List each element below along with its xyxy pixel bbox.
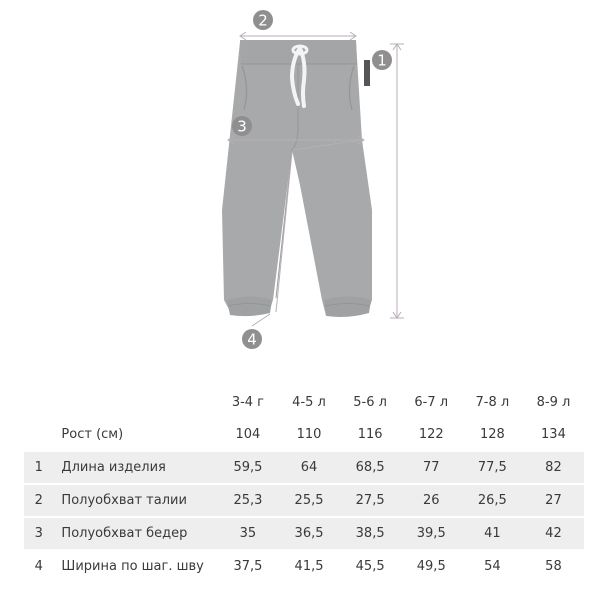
row-value: 82 — [523, 451, 584, 484]
row-value: 41,5 — [278, 550, 339, 583]
row-value: 25,3 — [217, 484, 278, 517]
table-row-waist — [24, 484, 584, 517]
row-value: 58 — [523, 550, 584, 583]
table-row-height — [24, 419, 584, 451]
size-heading: 3-4 г — [231, 395, 265, 410]
svg-text:3: 3 — [237, 117, 247, 136]
marker-1 — [372, 50, 392, 70]
row-value: 116 — [340, 419, 401, 451]
row-label: Полуобхват талии — [53, 484, 217, 517]
row-value: 54 — [462, 550, 523, 583]
table-row-inseam — [24, 550, 584, 583]
row-number: 2 — [24, 484, 53, 517]
left-cuff — [227, 297, 272, 317]
row-value: 68,5 — [340, 451, 401, 484]
row-value: 64 — [278, 451, 339, 484]
row-label: Рост (см) — [53, 419, 217, 451]
table-row-hips — [24, 517, 584, 550]
row-value: 39,5 — [401, 517, 462, 550]
row-value: 27,5 — [340, 484, 401, 517]
row-value: 26 — [401, 484, 462, 517]
row-value: 134 — [523, 419, 584, 451]
size-heading: 6-7 л — [414, 395, 449, 410]
row-value: 128 — [462, 419, 523, 451]
svg-text:1: 1 — [377, 51, 387, 70]
row-value: 41 — [462, 517, 523, 550]
header-label-cell — [53, 386, 217, 419]
row-value: 110 — [278, 419, 339, 451]
right-cuff — [324, 297, 371, 318]
row-value: 37,5 — [217, 550, 278, 583]
row-label: Длина изделия — [53, 451, 217, 484]
row-value: 104 — [217, 419, 278, 451]
marker-4 — [242, 329, 262, 349]
size-heading: 8-9 л — [536, 395, 571, 410]
svg-text:2: 2 — [258, 11, 268, 30]
row-value: 122 — [401, 419, 462, 451]
pants-right-leg — [292, 140, 372, 316]
marker-3 — [232, 116, 252, 136]
svg-text:4: 4 — [247, 330, 257, 349]
row-value: 35 — [217, 517, 278, 550]
jogger-pants — [222, 40, 372, 317]
row-value: 77 — [401, 451, 462, 484]
size-heading: 4-5 л — [292, 395, 326, 410]
row-number: 3 — [24, 517, 53, 550]
size-heading: 7-8 л — [475, 395, 510, 410]
row-value: 36,5 — [278, 517, 339, 550]
brand-tag — [364, 60, 370, 86]
header-num-cell — [24, 386, 53, 419]
row-value: 38,5 — [340, 517, 401, 550]
marker-2 — [253, 10, 273, 30]
row-value: 27 — [523, 484, 584, 517]
size-chart-table — [24, 386, 584, 584]
row-value: 26,5 — [462, 484, 523, 517]
row-value: 25,5 — [278, 484, 339, 517]
row-value: 42 — [523, 517, 584, 550]
row-number: 4 — [24, 550, 53, 583]
row-value: 59,5 — [217, 451, 278, 484]
row-label: Ширина по шаг. шву — [53, 550, 217, 583]
row-number — [24, 419, 53, 451]
size-header-row — [24, 386, 584, 419]
row-value: 45,5 — [340, 550, 401, 583]
row-value: 49,5 — [401, 550, 462, 583]
row-number: 1 — [24, 451, 53, 484]
size-heading: 5-6 л — [353, 395, 387, 410]
row-value: 77,5 — [462, 451, 523, 484]
row-label: Полуобхват бедер — [53, 517, 217, 550]
table-row-length — [24, 451, 584, 484]
